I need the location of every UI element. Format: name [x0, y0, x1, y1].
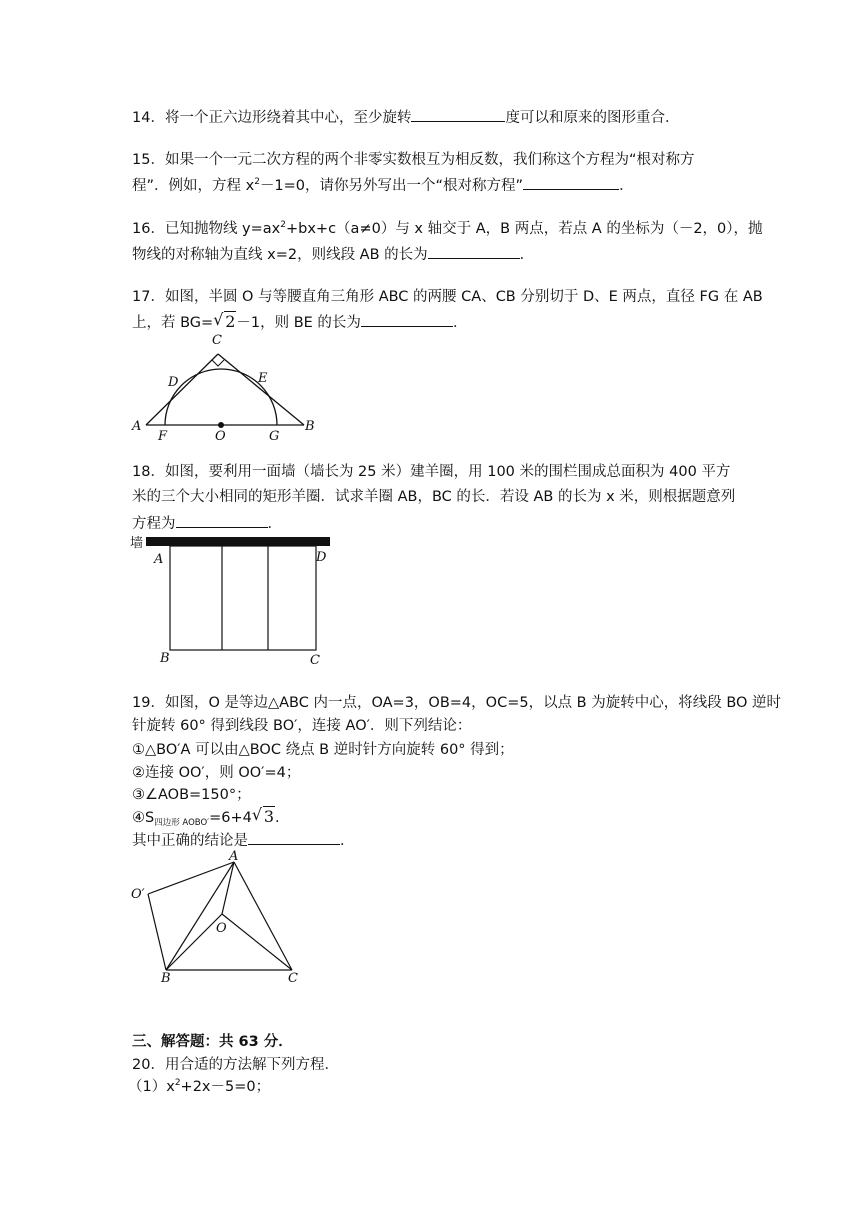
q18-label-c: C [310, 653, 320, 667]
q17-line2-end: ． [452, 315, 468, 331]
q17-line2-a: 上，若 BG= [132, 315, 214, 331]
q20-line1: 20．用合适的方法解下列方程． [132, 1057, 339, 1073]
q15-line2-b: －1=0，请你另外写出一个“根对称方程” [259, 178, 524, 194]
q19-line2: 针旋转 60° 得到线段 BO′，连接 AO′．则下列结论： [132, 718, 472, 734]
q19-segment-bo-prime [148, 894, 166, 970]
q18-label-b: B [160, 651, 170, 666]
q17-sqrt: √ 2 [213, 310, 236, 331]
q19-c4-subscript: 四边形 AOBO′ [154, 818, 210, 828]
q17-center-point [218, 422, 224, 428]
q14-text-a: 14．将一个正六边形绕着其中心，至少旋转 [132, 110, 412, 126]
q18-label-d: D [316, 550, 327, 565]
q19-segment-ao-prime [148, 862, 234, 894]
q17-label-b: B [305, 419, 315, 434]
q19-label-o-prime: O′ [131, 887, 145, 902]
q18-label-a: A [154, 552, 164, 567]
q19-side-ac [234, 862, 292, 970]
q19-line1: 19．如图，O 是等边△ABC 内一点，OA=3，OB=4，OC=5，以点 B 为旋转中心，将线段 BO 逆时 [132, 695, 782, 711]
q19-ask-end: ． [340, 833, 355, 849]
q19-conclusion-2: ②连接 OO′，则 OO′=4； [132, 765, 301, 781]
q19-label-b: B [161, 971, 171, 986]
q17-radicand: 2 [225, 312, 236, 331]
q19-c4-b: =6+4 [209, 810, 252, 826]
q19-segment-oc [222, 914, 292, 970]
q19-label-c: C [288, 971, 298, 986]
q18-wall [146, 537, 330, 546]
q15-line2-end: ． [619, 178, 634, 194]
q14-line [132, 106, 679, 128]
q15-line2 [132, 174, 634, 196]
q18-line2: 米的三个大小相同的矩形羊圈．试求羊圈 AB，BC 的长．若设 AB 的长为 x 米，则根据题意列 [132, 489, 736, 505]
q17-answer-blank[interactable] [361, 311, 453, 327]
q17-side-ac [146, 354, 218, 425]
q16-exponent: 2 [280, 220, 286, 230]
q17-label-g: G [269, 429, 280, 440]
q18-figure [128, 535, 338, 667]
q17-right-angle-mark [212, 360, 224, 366]
q20-exponent: 2 [174, 1078, 181, 1088]
q19-segment-ob [166, 914, 222, 970]
q17-label-e: E [258, 371, 268, 386]
q17-line1: 17．如图，半圆 O 与等腰直角三角形 ABC 的两腰 CA、CB 分别切于 D、E 两点，直径 FG 在 AB [132, 289, 763, 305]
q18-line3-text: 方程为 [132, 516, 176, 532]
q19-conclusion-1: ①△BO′A 可以由△BOC 绕点 B 逆时针方向旋转 60° 得到； [132, 742, 514, 758]
q18-answer-blank[interactable] [176, 512, 268, 528]
q20-item1-b: +2x－5=0； [180, 1079, 271, 1095]
q16-line1-a: 16．已知抛物线 y=ax [132, 221, 281, 237]
q17-side-cb [218, 354, 304, 425]
q15-exponent: 2 [254, 177, 260, 187]
q14-text-b: 度可以和原来的图形重合． [505, 110, 680, 126]
q17-label-c: C [212, 333, 222, 348]
q19-segment-oa [222, 862, 234, 914]
q17-label-d: D [168, 375, 179, 390]
q15-answer-blank[interactable] [523, 174, 619, 190]
q18-line3-end: ． [267, 516, 282, 532]
q20-item1 [128, 1077, 270, 1097]
q15-line2-a: 程”．例如，方程 x [132, 178, 255, 194]
q18-line1: 18．如图，要利用一面墙（墙长为 25 米）建羊圈，用 100 米的围栏围成总面积为 400 平方 [132, 464, 731, 480]
q17-label-f: F [158, 429, 168, 440]
q19-label-o: O [216, 921, 227, 936]
q19-ask-text: 其中正确的结论是 [132, 833, 248, 849]
q17-figure [128, 330, 328, 440]
section3-title: 三、解答题：共 63 分． [132, 1034, 293, 1050]
q16-line1 [132, 219, 763, 239]
q19-c4-end: . [275, 810, 280, 826]
q18-label-wall: 墙 [130, 536, 144, 551]
q19-sqrt: √ 3 [251, 805, 275, 826]
q15-line1: 15．如果一个一元二次方程的两个非零实数根互为相反数，我们称这个方程为“根对称方 [132, 152, 695, 168]
q16-answer-blank[interactable] [428, 243, 520, 259]
q18-line3 [132, 512, 282, 534]
q19-figure [128, 848, 308, 988]
q16-line2-text: 物线的对称轴为直线 x=2，则线段 AB 的长为 [132, 247, 428, 263]
q19-conclusion-3: ③∠AOB=150°； [132, 787, 251, 803]
q19-c4-a: ④S [132, 810, 155, 826]
q17-label-a: A [132, 419, 142, 434]
q19-label-a: A [229, 849, 239, 864]
q18-pen-outline [170, 546, 316, 650]
q14-answer-blank[interactable] [411, 106, 505, 122]
q19-answer-blank[interactable] [248, 829, 340, 845]
q16-line2 [132, 243, 534, 265]
q16-line2-end: ． [519, 247, 535, 263]
q17-line2-b: －1，则 BE 的长为 [236, 315, 361, 331]
q19-radicand: 3 [263, 807, 275, 826]
q16-line1-b: +bx+c（a≠0）与 x 轴交于 A，B 两点，若点 A 的坐标为（－2，0），抛 [286, 221, 763, 237]
q17-label-o: O [215, 429, 226, 440]
q20-item1-a: （1）x [128, 1079, 175, 1095]
